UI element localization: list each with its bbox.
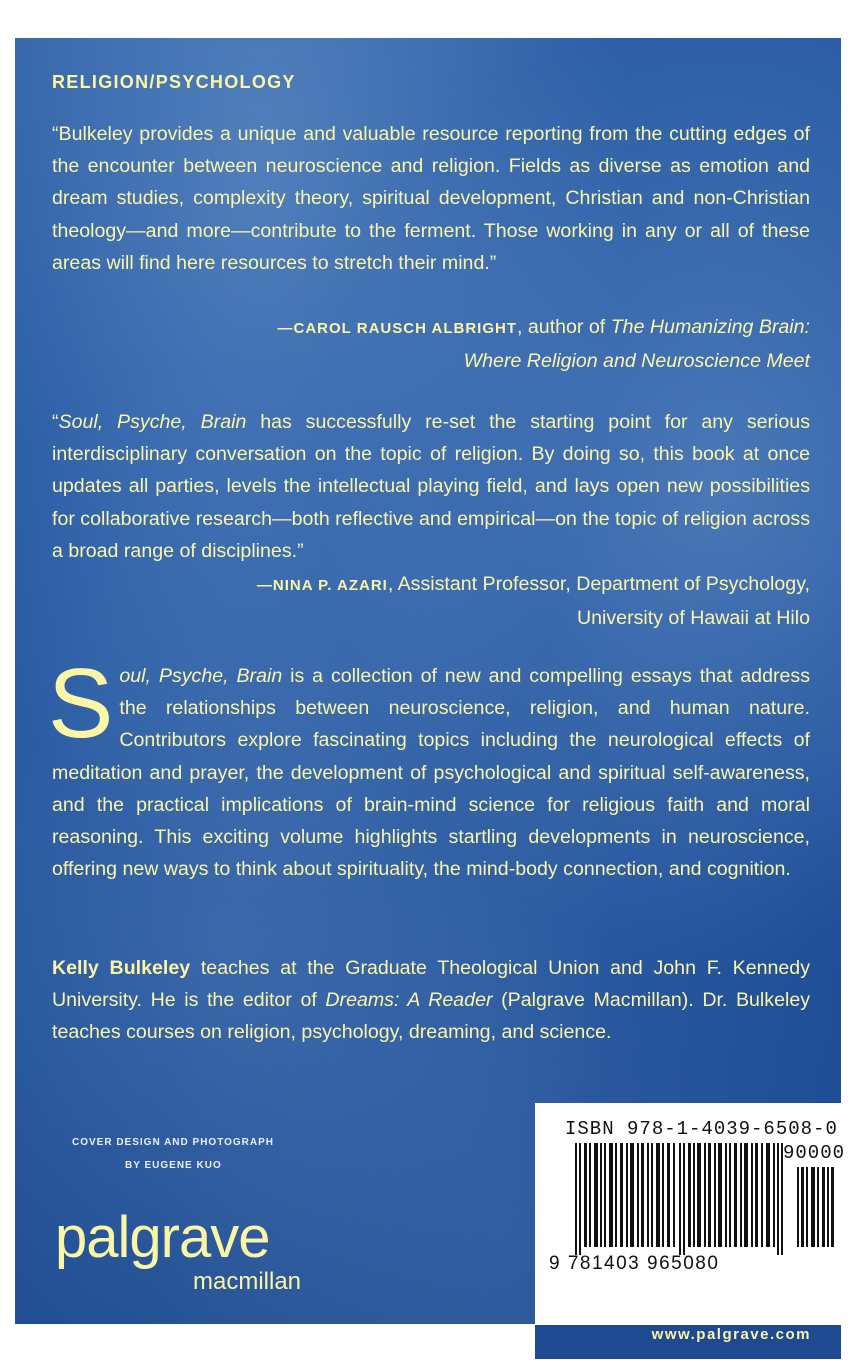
publisher-website[interactable]: www.palgrave.com [651,1326,811,1343]
author-book: Dreams: A Reader [325,989,493,1012]
review-quote-2 [52,406,810,567]
cover-credit-line-1: COVER DESIGN AND PHOTOGRAPH [72,1137,275,1148]
reviewer-name-2: —NINA P. AZARI [256,577,388,594]
reviewer-name-1: —CAROL RAUSCH ALBRIGHT [277,320,518,337]
author-name: Kelly Bulkeley [52,957,191,979]
drop-cap: S [48,648,114,758]
reviewer-role-2b: University of Hawaii at Hilo [576,607,810,630]
reviewer-role-2a: , Assistant Professor, Department of Psychology, [387,573,810,595]
quote-2-title: Soul, Psyche, Brain [58,411,247,433]
author-bio [52,952,810,1049]
back-cover [15,38,846,1343]
author-bio-text-1: teaches at the Graduate Theological Union and John F. Kennedy University. He is the editor of [52,957,810,1012]
quote-2-attribution [257,568,810,634]
cover-credit-line-2: BY EUGENE KUO [125,1160,222,1171]
quote-2-text: has successfully re-set the starting point for any serious interdisciplinary conversation on the topic of religion. By doing so, this book at once updates all parties, levels the intellectual playing field, and lays open new possibilities for collaborative research—both reflective and empirical—on the topic of religion across a broad range of disciplines.” [52,411,810,562]
description-text [52,660,810,885]
review-quote-1: “Bulkeley provides a unique and valuable resource reporting from the cutting edges of the encounter between neuroscience and religion. Fields as diverse as emotion and dream studies, complexity theory, spiritual development, Christian and non-Christian theology—and more—contribute to the ferment. Those working in any or all of these areas will find here resources to stretch their mind.” [52,123,810,274]
book-description [48,648,810,885]
reviewer-book-1b: Where Religion and Neuroscience Meet [463,350,810,373]
quote-2-open: “ [52,411,59,433]
reviewer-book-1a: The Humanizing Brain: [610,316,810,338]
author-bio-text-2: (Palgrave Macmillan). Dr. Bulkeley teaches courses on religion, psychology, dreaming, and science. [52,989,811,1044]
quote-1-attribution [278,311,810,377]
description-title: oul, Psyche, Brain [119,665,283,687]
category-label: RELIGION/PSYCHOLOGY [52,72,296,92]
reviewer-role-1: , author of [517,316,611,338]
barcode [575,1143,835,1255]
publisher-logo: palgrave [55,1205,270,1270]
barcode-panel [535,1103,846,1325]
isbn-text: ISBN 978-1-4039-6508-0 [565,1118,838,1140]
publisher-logo-sub: macmillan [193,1268,302,1295]
barcode-digits: 9 781403 965080 [549,1253,720,1274]
description-body: is a collection of new and compelling essays that address the relationships between neuroscience, religion, and human nature. Contributors explore fascinating topics including the neurological effects of meditation and prayer, the development of psychological and spiritual self-awareness, and the practical implications of brain-mind science for religious faith and moral reasoning. This exciting volume highlights startling developments in neuroscience, offering new ways to think about spirituality, the mind-body connection, and cognition. [52,665,810,881]
price-code: 90000 [783,1142,846,1164]
